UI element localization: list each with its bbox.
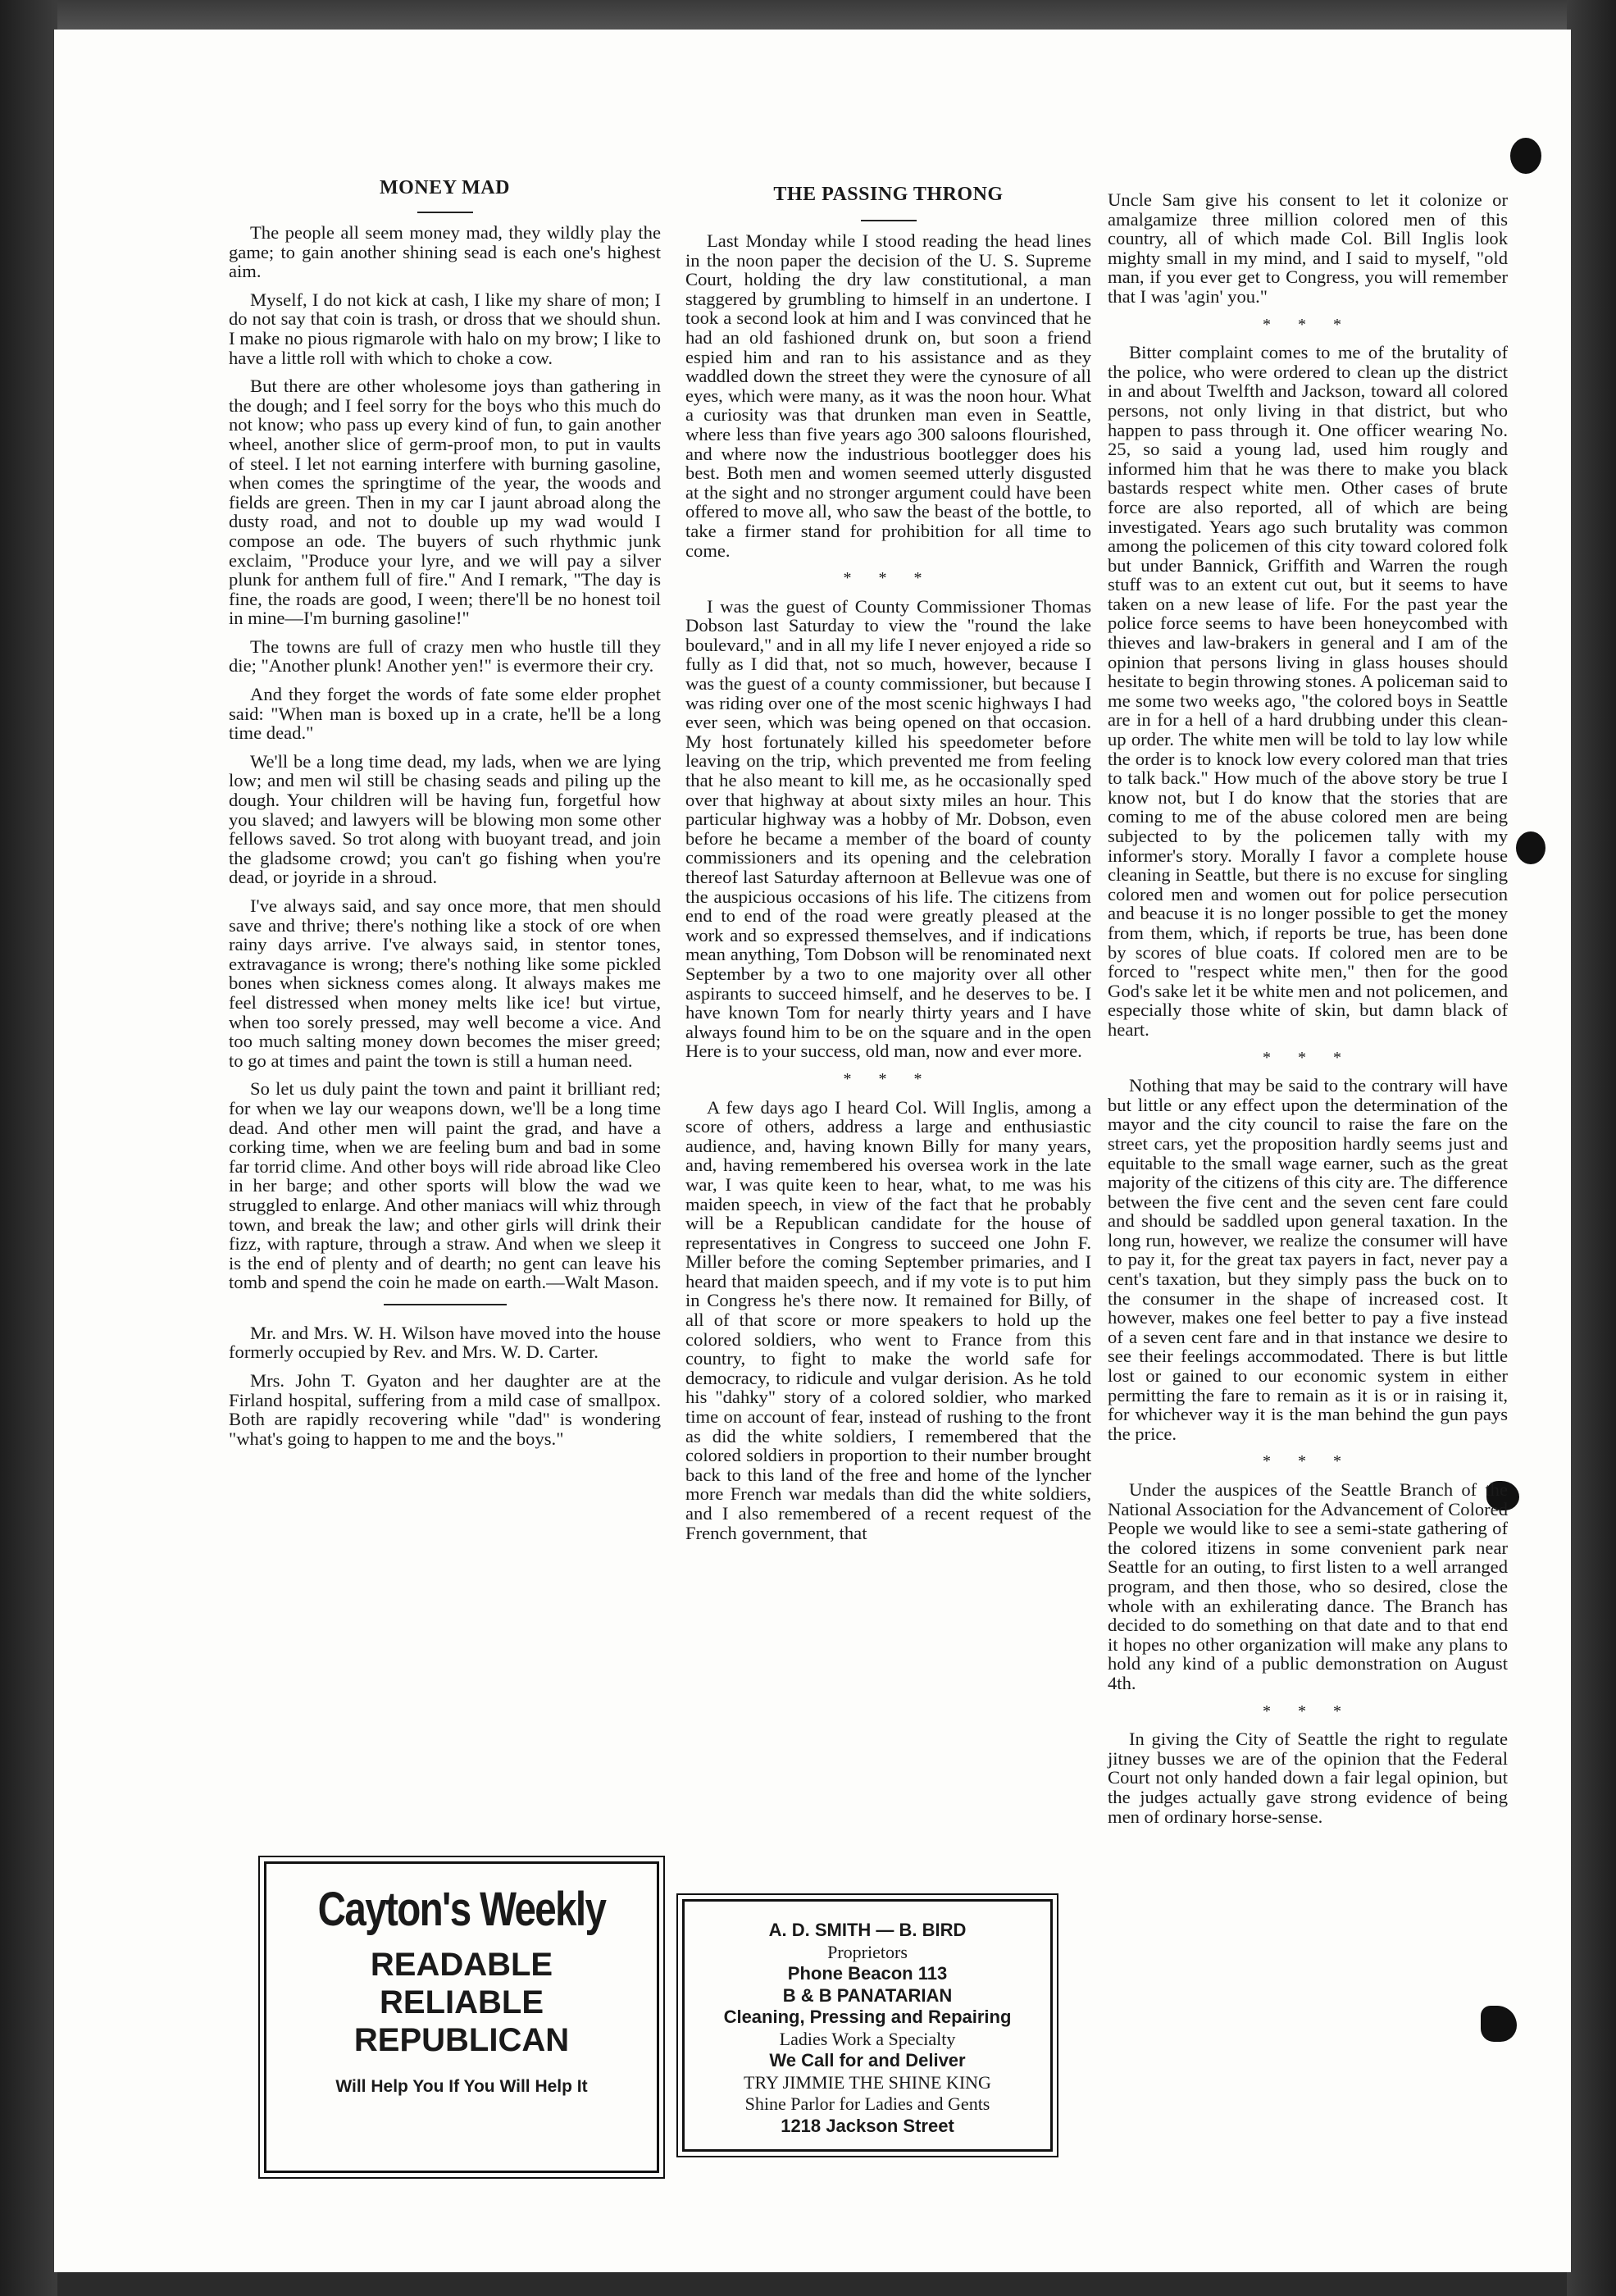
poem-stanza: But there are other wholesome joys than gathering in the dough; and I feel sorry for the boys who this much do not know; who pass up every kind of fun, to gain another wheel, another slice of germ-proof mon, to put in vaults of steel. I let not earning interfere with burning gasoline, when comes the springtime of the year, the woods and fields are green. Then in my car I jaunt abroad along the dusty road, and not to double up my wad would I compose an ode. The buyers of such rhythmic junk exclaim, "Produce your lyre, and we will pay a silver plunk for anthem full of fire." And I remark, "The day is fine, the roads are good, I ween; there'll be no honest toil in mine—I'm burning gasoline!" — [229, 376, 661, 629]
local-news-item: Mr. and Mrs. W. H. Wilson have moved into the house formerly occupied by Rev. and Mrs. W. D. Carter. — [229, 1322, 661, 1363]
scan-border-left — [0, 0, 57, 2296]
column-1 — [229, 216, 661, 1457]
ad-title: Cayton's Weekly — [317, 1883, 606, 1936]
article-paragraph: Nothing that may be said to the contrary will have but little or any effect upon the determination of the mayor and the city council to raise the fare on the street cars, yet the proposition hardly seems just and equitable to the small wage earner, such as the great majority of the citizens of this city are. The difference between the five cent and the seven cent fare could and should be saddled upon general taxation. In the long run, however, we realize the consumer will have to pay it, for the great tax payers in fact, never pay a cent's taxation, but they simply pass the buck on to the consumer in the shape of increased cost. It however, makes one feel better to pay a five instead of a seven cent fare and in that instance we desire to see their feelings accommodated. There is but little lost or gained to our economic system in either permitting the fare to remain as it is or in raising it, for whichever way it is the man behind the gun pays the price. — [1108, 1075, 1508, 1444]
ad-shine: TRY JIMMIE THE SHINE KING — [744, 2071, 991, 2093]
section-divider: * * * — [843, 569, 934, 588]
passing-throng-heading: THE PASSING THRONG — [773, 184, 1004, 205]
caytons-weekly-ad — [264, 1861, 659, 2173]
section-divider: * * * — [1263, 315, 1353, 334]
section-divider: * * * — [1263, 1452, 1353, 1471]
ad-line: READABLE — [370, 1947, 553, 1983]
heading-rule — [417, 212, 473, 213]
poem-stanza: Myself, I do not kick at cash, I like my share of mon; I do not say that coin is trash, or dross that we should shun. I make no pious rigmarole with halo on my brow; I like to have a little roll with which to choke a cow. — [229, 289, 661, 368]
section-rule — [384, 1304, 507, 1305]
column-2 — [685, 225, 1091, 1551]
ad-parlor: Shine Parlor for Ladies and Gents — [744, 2093, 990, 2114]
bb-panatarian-ad — [682, 1899, 1053, 2152]
ad-proprietors-label: Proprietors — [827, 1941, 908, 1962]
ink-blot — [1510, 138, 1541, 174]
ad-proprietors: A. D. SMITH — B. BIRD — [768, 1920, 967, 1940]
scan-border-top — [0, 0, 1616, 33]
ad-line: RELIABLE — [380, 1984, 544, 2020]
ink-blot — [1516, 831, 1545, 864]
ad-specialty: Ladies Work a Specialty — [779, 2028, 956, 2049]
poem-stanza: I've always said, and say once more, that men should save and thrive; there's nothing like a stock of ore when rainy days arrive. I've always said, in stentor tones, extravagance is wrong; there's nothing like some pickled bones when sickness comes along. It always makes me feel distressed when money melts like ice! but virtue, when too sorely pressed, may well become a vice. And too much salting money down becomes the miser greed; to go at times and paint the town is still a human need. — [229, 895, 661, 1071]
poem-stanza: The towns are full of crazy men who hustle till they die; "Another plunk! Another yen!" is evermore their cry. — [229, 636, 661, 676]
ad-phone: Phone Beacon 113 — [787, 1963, 948, 1984]
ad-services: Cleaning, Pressing and Repairing — [723, 2007, 1012, 2027]
ad-tagline: Will Help You If You Will Help It — [335, 2077, 588, 2096]
poem-stanza: We'll be a long time dead, my lads, when we are lying low; and men wil still be chasing seads and piling up the dough. Your children will be having fun, forgetful how you slaved; and lawyers will be blowing mon some other fellows saved. So trot along with buoyant tread, and join the gladsome crowd; you can't go fishing when you're dead, or joyride in a shroud. — [229, 750, 661, 888]
column-3 — [1108, 190, 1508, 1835]
ad-line: REPUBLICAN — [353, 2022, 570, 2058]
article-paragraph: A few days ago I heard Col. Will Inglis, among a score of others, address a large and enthusiastic audience, and, having known Billy for many years, and, having remembered his oversea work in the late war, I was quite keen to hear, what, to me was his maiden speech, in view of the fact that he probably will be a Republican candidate for the house of representatives in Congress to succeed one John F. Miller before the coming September primaries, and I heard that maiden speech, and if my vote is to put him in Congress he's there now. It remained for Billy, of all of that score or more speakers to hold up the colored soldiers, who went to France from this country, to fight to make the world safe for democracy, to ridicule and vulgar derision. As he told his "dahky" story of a colored soldier, who marked time on account of fear, instead of rushing to the front as did the white soldiers, I remembered that the colored soldiers in proportion to their number brought back to this land of the free and home of the lyncher more French war medals than did the white soldiers, and I also remembered of a recent request of the French government, that — [685, 1096, 1091, 1543]
local-news-item: Mrs. John T. Gyaton and her daughter are at the Firland hospital, suffering from a mild case of smallpox. Both are rapidly recovering while "dad" is wondering "what's going to happen to me and the boys." — [229, 1370, 661, 1449]
ad-business-name: B & B PANATARIAN — [782, 1984, 953, 2006]
section-divider: * * * — [1263, 1048, 1353, 1067]
ad-deliver: We Call for and Deliver — [769, 2050, 966, 2070]
poem-stanza: So let us duly paint the town and paint it brilliant red; for when we lay our weapons down, we'll be a long time dead. And other men will paint the grad, and have a corking time, when we are feeling bum and bad in some far torrid clime. And other boys will ride abroad like Cleo in her barge; and other sports will blow the wad we struggled to enlarge. And other maniacs will whiz through town, and break the law; and other girls will drink their fizz, with rapture, through a straw. And when we sleep it is the end of plenty and of dearth; no gent can leave his tomb and spend the coin he made on earth.—Walt Mason. — [229, 1078, 661, 1293]
ad-address: 1218 Jackson Street — [781, 2115, 954, 2136]
article-paragraph: I was the guest of County Commissioner Thomas Dobson last Saturday to view the "round the lake boulevard," and in all my life I never enjoyed a ride so fully as I did that, not so much, however, because I was the guest of a county commissioner, but because I was riding over one of the most scenic highways I had ever seen, which was being opened on that occasion. My host fortunately killed his speedometer before leaving on the trip, which prevented me from feeling that he also meant to kill me, as he occasionally sped over that highway at about sixty miles an hour. This particular highway was a hobby of Mr. Dobson, even before he became a member of the board of county commissioners and its opening and the celebration thereof last Saturday afternoon at Bellevue was one of the auspicious occasions of his life. The citizens from end to end of the road were greatly pleased at the work and so expressed themselves, and if indications mean anything, Tom Dobson will be renominated next September by a two to one majority over all other aspirants to succeed himself, and he deserves to be. I have known Tom for nearly thirty years and I have always found him to be on the square and in the open Here is to your success, old man, now and ever more. — [685, 595, 1091, 1062]
ink-blot — [1481, 2006, 1517, 2042]
article-paragraph: Last Monday while I stood reading the head lines in the noon paper the decision of the U. S. Supreme Court, holding the dry law constitutional, a man staggered by grumbling to himself in an undertone. I took a second look at him and I was convinced that he had an old fashioned drunk on, but soon a friend espied him and ran to his assistance and as they waddled down the street they were the cynosure of all eyes, which were many, as it was the noon hour. What a curiosity was that drunken man even in Seattle, where less than five years ago 300 saloons flourished, and where now the industrious bootlegger does his best. Both men and women seemed utterly disgusted at the sight and no stronger argument could have been offered to move all, who saw the beast of the bottle, to take a firmer stand for prohibition for all time to come. — [685, 230, 1091, 561]
scan-border-right — [1567, 0, 1616, 2296]
poem-stanza: And they forget the words of fate some elder prophet said: "When man is boxed up in a crate, he'll be a long time dead." — [229, 684, 661, 744]
article-paragraph: Under the auspices of the Seattle Branch of the National Association for the Advancement of Colored People we would like to see a semi-state gathering of the colored itizens in some convenient park near Seattle for an outing, to first listen to a well arranged program, and then those, who so desired, close the whole with an exhilerating dance. The Branch has decided to do something on that date and to that end it hopes no other organization will make any plans to hold any kind of a public demonstration on August 4th. — [1108, 1479, 1508, 1693]
section-divider: * * * — [1263, 1702, 1353, 1720]
article-paragraph: Bitter complaint comes to me of the brutality of the police, who were ordered to clean up the district in and about Twelfth and Jackson, toward all colored persons, not only living in that district, but who happen to pass through it. One officer wearing No. 25, so said a young lad, used him rougly and informed him that he was there to make you black bastards respect white men. Other cases of brute force are also reported, all of which are being investigated. Years ago such brutality was common among the policemen of this city toward colored folk but under Bannick, Griffith and Warren the rough stuff was to an extent cut out, but it seems to have taken on a new lease of life. For the past year the police force seems to have been honeycombed with thieves and law-brakers in general and I am of the opinion that persons living in glass houses should hesitate to begin throwing stones. A policeman said to me some two weeks ago, "the colored boys in Seattle are in for a hell of a hard drubbing under this clean-up order. The white men will be told to lay low while the order is to knock low every colored man that tries to talk back." How much of the above story be true I know not, but I do know that the stories that are coming to me of the abuse colored men are being subjected to by the policemen tally with my informer's story. Morally I favor a complete house cleaning in Seattle, but there is no excuse for singling colored men and women out for police persecution and beacuse it is no longer possible to get the money from them, which, if reports be true, has been done by scores of blue coats. If colored men are to be forced to "respect white men," then for the good God's sake let it be white men and not policemen, and especially those white of skin, but damn black of heart. — [1108, 342, 1508, 1040]
section-divider: * * * — [843, 1069, 934, 1088]
article-paragraph: Uncle Sam give his consent to let it colonize or amalgamize three million colored men of this country, all of which made Col. Bill Inglis look mighty small in my mind, and I said to myself, "old man, if you ever get to Congress, you will remember that I was 'agin' you." — [1108, 189, 1508, 307]
poem-stanza: The people all seem money mad, they wildly play the game; to gain another shining sead is each one's highest aim. — [229, 222, 661, 282]
article-paragraph: In giving the City of Seattle the right to regulate jitney busses we are of the opinion that the Federal Court not only handed down a fair legal opinion, but the judges actually gave strong evidence of being men of ordinary horse-sense. — [1108, 1729, 1508, 1827]
newspaper-page — [54, 30, 1571, 2272]
money-mad-heading: MONEY MAD — [380, 177, 510, 198]
heading-rule — [861, 220, 917, 221]
